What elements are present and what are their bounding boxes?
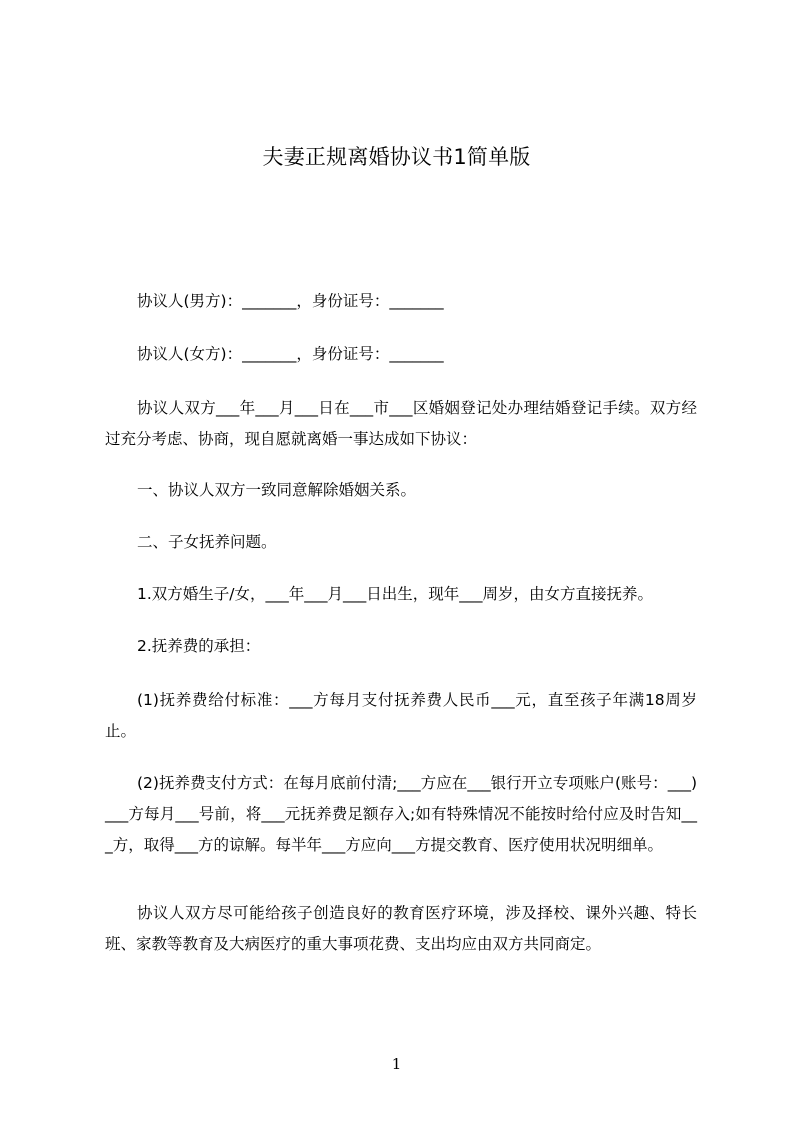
party-male-line: 协议人(男方)：_______，身份证号：_______ <box>137 292 444 310</box>
clause-1: 一、协议人双方一致同意解除婚姻关系。 <box>137 481 417 499</box>
document-title: 夫妻正规离婚协议书1简单版 <box>262 145 531 169</box>
item-1: 1.双方婚生子/女，___年___月___日出生，现年___周岁，由女方直接抚养。 <box>137 585 654 603</box>
sub-clause-1: (1)抚养费给付标准：___方每月支付抚养费人民币___元，直至孩子年满18周岁止。 <box>105 691 697 740</box>
page-number: 1 <box>391 1055 402 1073</box>
party-female-line: 协议人(女方)：_______，身份证号：_______ <box>137 345 444 363</box>
sub-clause-2: (2)抚养费支付方式：在每月底前付清;___方应在___银行开立专项账户(账号：___)___方每月___号前，将___元抚养费足额存入;如有特殊情况不能按时给付应及时告知___方，取得___方的谅解。每半年___方应向___方提交教育、医疗使用状况明细单。 <box>105 774 697 854</box>
item-2: 2.抚养费的承担： <box>137 637 261 655</box>
intro-paragraph: 协议人双方___年___月___日在___市___区婚姻登记处办理结婚登记手续。双方经过充分考虑、协商，现自愿就离婚一事达成如下协议： <box>105 399 697 448</box>
closing-paragraph: 协议人双方尽可能给孩子创造良好的教育医疗环境，涉及择校、课外兴趣、特长班、家教等教育及大病医疗的重大事项花费、支出均应由双方共同商定。 <box>105 904 697 953</box>
clause-2: 二、子女抚养问题。 <box>137 533 277 551</box>
